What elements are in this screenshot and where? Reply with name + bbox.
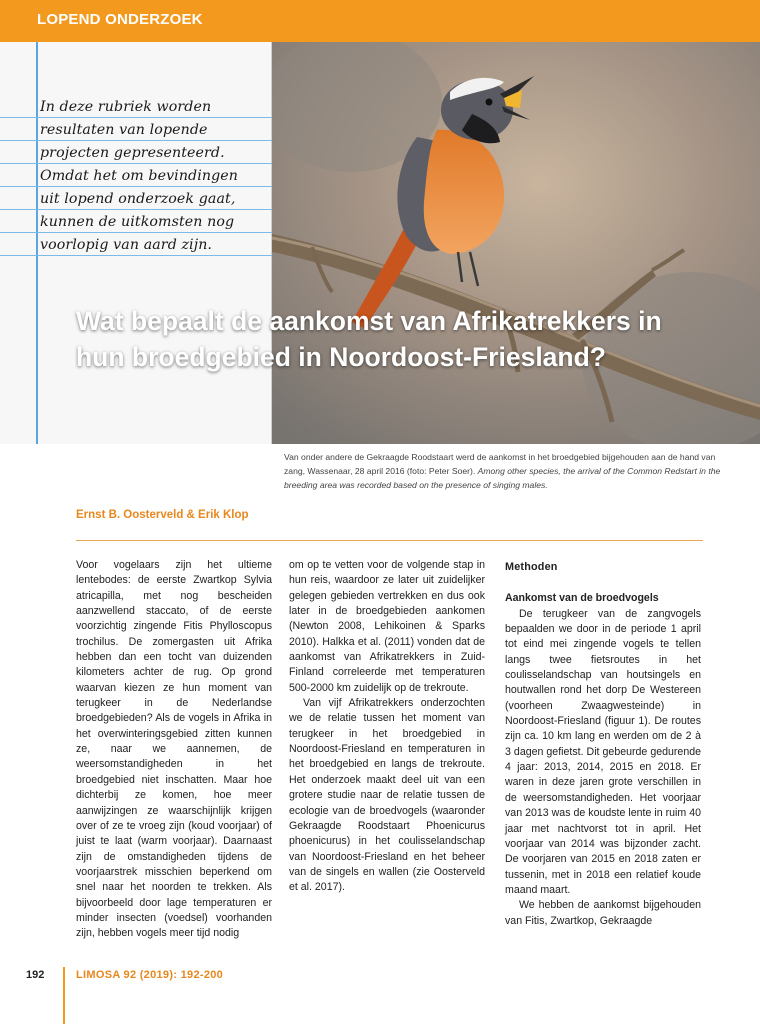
footer-accent-bar [63,967,65,1024]
body-column-1 [76,558,272,942]
body-column-3 [505,558,701,929]
body-paragraph: De terugkeer van de zangvogels bepaalden we door in de periode 1 april tot eind mei zingende vogels te tellen langs twee fietsroutes in het coulisselandschap van houtsingels en houtwallen rond het dorp De Westereen (voorheen Zwaagwesteinde) in Noordoost-Friesland (figuur 1). De routes zijn ca. 10 km lang en werden om de 2 à 3 dagen gefietst. Dit gebeurde gedurende 4 jaar: 2013, 2014, 2015 en 2018. Er waren in deze jaren grote verschillen in de weersomstandigheden. Het voorjaar van 2013 was de koudste lente in ruim 40 jaar met nachtvorst tot in april. Het voorjaar van 2014 was bijzonder zacht. De voorjaren van 2015 en 2018 zaten er tussenin, met in 2018 een relatief koude maand maart. [505,607,701,896]
article-authors: Ernst B. Oosterveld & Erik Klop [76,509,249,521]
subheading-arrival: Aankomst van de broedvogels [505,592,659,605]
intro-notebook [0,42,272,444]
journal-reference: LIMOSA 92 (2019): 192-200 [76,969,224,981]
notebook-rule [0,232,272,233]
caption-english: Among other species, the arrival of the Common Redstart in the breeding area was recorded based on the presence of singing males. [284,466,721,490]
notebook-line: In deze rubriek worden [40,99,212,115]
redstart-photo [272,42,760,444]
notebook-line: projecten gepresenteerd. [40,145,225,161]
author-divider [76,540,703,541]
photo-caption [284,450,724,492]
notebook-rule [0,117,272,118]
body-paragraph: Voor vogelaars zijn het ultieme lentebodes: de eerste Zwartkop Sylvia atricapilla, met nog bescheiden aanzwellend staccato, of de eerste voorzichtig zingende Fitis Phylloscopus trochilus. De zomergasten uit Afrika hebben dan een tocht van duizenden kilometers achter de rug. Op grond waarvan kiezen ze hun moment van terugkeer in de Nederlandse broedgebieden? Als de vogels in Afrika in het overwinteringsgebied zitten kunnen ze, naar we aannemen, de weersomstandigheden in het broedgebied niet inschatten. Maar hoe dichterbij ze komen, hoe meer aanwijzingen ze waarschijnlijk krijgen over of ze te vroeg zijn (koud voorjaar) of juist te laat (warm voorjaar). Daarnaast zijn de omstandigheden tijdens de voorjaarstrek misschien beperkend om snel naar het noorden te trekken. Als bijvoorbeeld door lage temperaturen er minder insecten (voedsel) voorhanden zijn, hebben vogels meer tijd nodig [76,559,272,940]
notebook-line: Omdat het om bevindingen [40,168,239,184]
article-title: Wat bepaalt de aankomst van Afrikatrekkers in hun broedgebied in Noordoost-Friesland? [76,306,662,372]
body-paragraph: Van vijf Afrikatrekkers onderzochten we de relatie tussen het moment van terugkeer in het broedgebied in Noordoost-Friesland en temperaturen in het broedgebied en langs de trekroute. Het onderzoek maakt deel uit van een grotere studie naar de relatie tussen de ecologie van de broedvogels (waaronder Gekraagde Roodstaart Phoenicurus phoenicurus) in het coulisselandschap van Noordoost-Friesland en het beheer van de singels en wallen (zie Oosterveld et al. 2017). [289,697,485,894]
notebook-line: uit lopend onderzoek gaat, [40,191,236,207]
section-heading-methods: Methoden [505,561,558,573]
notebook-rule [0,186,272,187]
notebook-rule [0,163,272,164]
redstart-illustration [272,42,760,444]
notebook-rule [0,255,272,256]
section-header [0,0,760,42]
body-paragraph: om op te vetten voor de volgende stap in hun reis, waardoor ze later uit zuidelijker gelegen gebieden vertrekken en dus ook later in de broedgebieden aankomen (Newton 2008, Lehikoinen & Sparks 2010). Halkka et al. (2011) vonden dat de aankomst van Afrikatrekkers in Zuid-Finland correleerde met temperaturen 500-2000 km zuidelijk op de trekroute. [289,559,485,694]
notebook-rule [0,209,272,210]
page-number: 192 [26,969,45,981]
body-column-2 [289,558,485,896]
notebook-line: resultaten van lopende [40,122,208,138]
section-label: LOPEND ONDERZOEK [37,11,203,28]
caption-dutch: Van onder andere de Gekraagde Roodstaart werd de aankomst in het broedgebied bijgehouden aan de hand van zang, Wassenaar, 28 april 2016 (foto: Peter Soer). [284,452,716,476]
notebook-line: voorlopig van aard zijn. [40,237,213,253]
notebook-line: kunnen de uitkomsten nog [40,214,235,230]
notebook-rule [0,140,272,141]
body-paragraph: We hebben de aankomst bijgehouden van Fitis, Zwartkop, Gekraagde [505,899,701,927]
notebook-margin-line [36,42,38,444]
